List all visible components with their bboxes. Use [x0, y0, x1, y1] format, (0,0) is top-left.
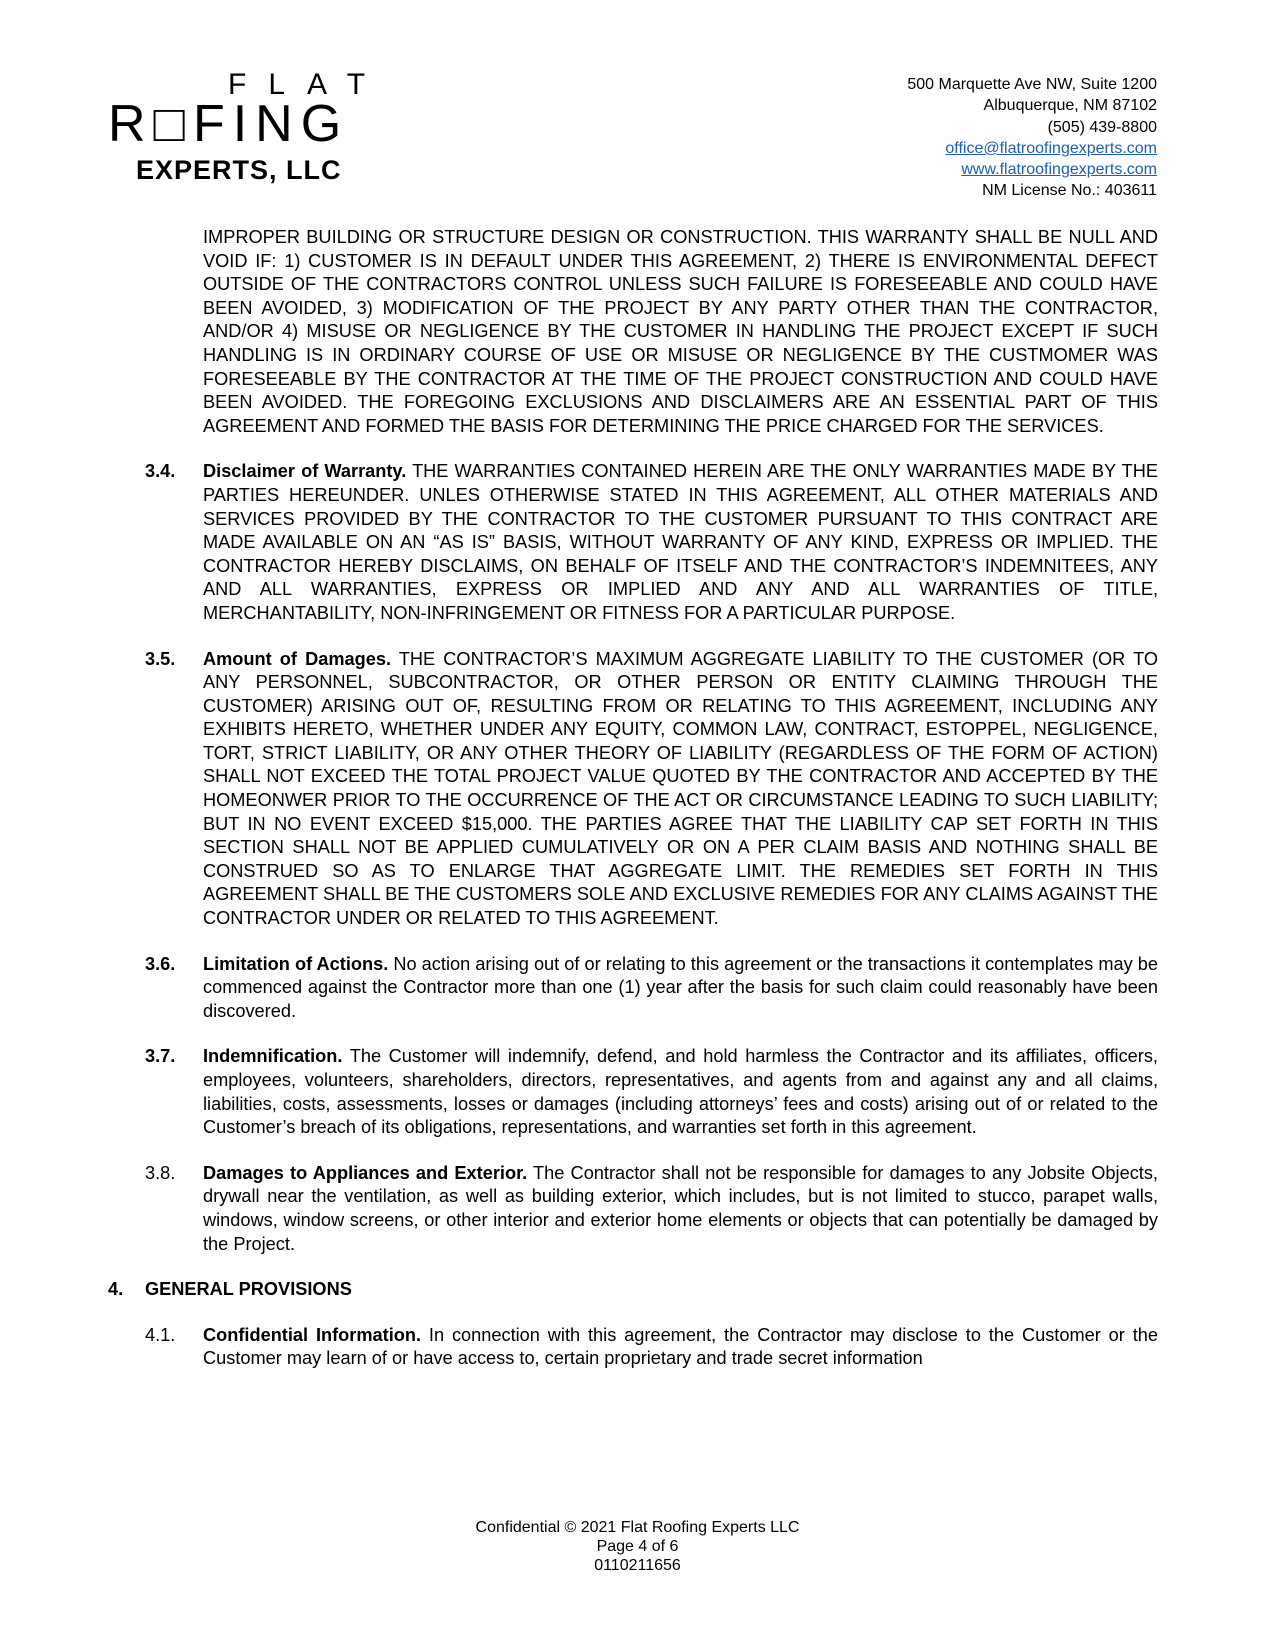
logo-flat-text: FLAT	[228, 68, 388, 101]
address-city: Albuquerque, NM 87102	[983, 97, 1157, 115]
company-address-block	[907, 74, 1157, 202]
logo-roofing-text: R□FING	[108, 95, 350, 153]
section-text: The Contractor shall not be responsible for damages to any Jobsite Objects, drywall near the ventilation, as well as building exterior, which includes, but is not limited to stucco, parapet walls, windows, window screens, or other interior and exterior home elements or objects that can potentially be damaged by the Project.	[203, 1162, 1158, 1254]
section-text: In connection with this agreement, the Contractor may disclose to the Customer or the Customer may learn of or have access to, certain proprietary and trade secret information	[203, 1324, 1158, 1369]
section-3-8	[108, 1162, 1158, 1256]
continued-paragraph: IMPROPER BUILDING OR STRUCTURE DESIGN OR CONSTRUCTION. THIS WARRANTY SHALL BE NULL AND VOID IF: 1) CUSTOMER IS IN DEFAULT UNDER THIS AGREEMENT, 2) THERE IS ENVIRONMENTAL DEFECT OUTSIDE OF THE CONTRACTORS CONTROL UNLESS SUCH FAILURE IS FORESEEABLE AND COULD HAVE BEEN AVOIDED, 3) MODIFICATION OF THE PROJECT BY ANY PARTY OTHER THAN THE CONTRACTOR, AND/OR 4) MISUSE OR NEGLIGENCE BY THE CUSTOMER IN HANDLING THE PROJECT EXCEPT IF SUCH HANDLING IS IN ORDINARY COURSE OF USE OR MISUSE OR NEGLIGENCE BY THE CUSTMOMER WAS FORESEEABLE BY THE CONTRACTOR AT THE TIME OF THE PROJECT CONSTRUCTION AND COULD HAVE BEEN AVOIDED. THE FOREGOING EXCLUSIONS AND DISCLAIMERS ARE AN ESSENTIAL PART OF THIS AGREEMENT AND FORMED THE BASIS FOR DETERMINING THE PRICE CHARGED FOR THE SERVICES.	[203, 227, 1158, 436]
section-4-1	[108, 1324, 1158, 1371]
footer-copyright: Confidential © 2021 Flat Roofing Experts LLC	[475, 1519, 800, 1536]
section-title: Limitation of Actions.	[203, 953, 389, 974]
section-number: 3.8.	[145, 1162, 176, 1183]
website-link[interactable]: www.flatroofingexperts.com	[961, 161, 1157, 179]
section-3-4	[108, 460, 1158, 625]
page-footer	[0, 1518, 1275, 1575]
email-link[interactable]: office@flatroofingexperts.com	[945, 139, 1157, 157]
footer-document-id: 0110211656	[594, 1557, 681, 1574]
section-3-5	[108, 648, 1158, 931]
section-3-6	[108, 953, 1158, 1024]
section-text: THE CONTRACTOR’S MAXIMUM AGGREGATE LIABILITY TO THE CUSTOMER (OR TO ANY PERSONNEL, SUBCONTRACTOR, OR OTHER PERSON OR ENTITY CLAIMING THROUGH THE CUSTOMER) ARISING OUT OF, RESULTING FROM OR RELATING TO THIS AGREEMENT, INCLUDING ANY EXHIBITS HERETO, WHETHER UNDER ANY EQUITY, COMMON LAW, CONTRACT, ESTOPPEL, NEGLIGENCE, TORT, STRICT LIABILITY, OR ANY OTHER THEORY OF LIABILITY (REGARDLESS OF THE FORM OF ACTION) SHALL NOT EXCEED THE TOTAL PROJECT VALUE QUOTED BY THE CONTRACTOR AND ACCEPTED BY THE HOMEONWER PRIOR TO THE OCCURRENCE OF THE ACT OR CIRCUMSTANCE LEADING TO SUCH LIABILITY; BUT IN NO EVENT EXCEED $15,000. THE PARTIES AGREE THAT THE LIABILITY CAP SET FORTH IN THIS SECTION SHALL NOT BE APPLIED CUMULATIVELY OR ON A PER CLAIM BASIS AND NOTHING SHALL BE CONSTRUED SO AS TO ENLARGE THAT AGGREGATE LIMIT. THE REMEDIES SET FORTH IN THIS AGREEMENT SHALL BE THE CUSTOMERS SOLE AND EXCLUSIVE REMEDIES FOR ANY CLAIMS AGAINST THE CONTRACTOR UNDER OR RELATED TO THIS AGREEMENT.	[203, 648, 1158, 929]
heading-number: 4.	[108, 1279, 124, 1300]
company-logo	[108, 70, 408, 185]
section-number: 3.7.	[145, 1046, 176, 1067]
section-text: THE WARRANTIES CONTAINED HEREIN ARE THE ONLY WARRANTIES MADE BY THE PARTIES HEREUNDER. UNLES OTHERWISE STATED IN THIS AGREEMENT, ALL OTHER MATERIALS AND SERVICES PROVIDED BY THE CONTRACTOR TO THE CUSTOMER PURSUANT TO THIS CONTRACT ARE MADE AVAILABLE ON AN “AS IS” BASIS, WITHOUT WARRANTY OF ANY KIND, EXPRESS OR IMPLIED. THE CONTRACTOR HEREBY DISCLAIMS, ON BEHALF OF ITSELF AND THE CONTRACTOR’S INDEMNITEES, ANY AND ALL WARRANTIES, EXPRESS OR IMPLIED AND ANY AND ALL WARRANTIES OF TITLE, MERCHANTABILITY, NON-INFRINGEMENT OR FITNESS FOR A PARTICULAR PURPOSE.	[203, 461, 1159, 623]
section-text: No action arising out of or relating to this agreement or the transactions it contemplates may be commenced against the Contractor more than one (1) year after the basis for such claim could reasonably have been discovered.	[203, 953, 1158, 1021]
logo-experts-text: EXPERTS, LLC	[136, 155, 342, 185]
address-street: 500 Marquette Ave NW, Suite 1200	[907, 76, 1157, 93]
address-phone: (505) 439-8800	[1047, 118, 1157, 136]
section-number: 3.4.	[145, 461, 176, 482]
heading-title: GENERAL PROVISIONS	[145, 1279, 352, 1300]
document-body	[108, 226, 1158, 1371]
license-number: NM License No.: 403611	[982, 182, 1157, 200]
section-3-7	[108, 1045, 1158, 1139]
section-text: The Customer will indemnify, defend, and hold harmless the Contractor and its affiliates, officers, employees, volunteers, shareholders, directors, representatives, and agents from and against any and all claims, liabilities, costs, assessments, losses or damages (including attorneys’ fees and costs) arising out of or related to the Customer’s breach of its obligations, representations, and warranties set forth in this agreement.	[203, 1046, 1158, 1138]
section-title: Confidential Information.	[203, 1324, 422, 1345]
section-title: Damages to Appliances and Exterior.	[203, 1162, 528, 1183]
footer-page-number: Page 4 of 6	[596, 1538, 679, 1555]
section-title: Amount of Damages.	[203, 648, 392, 669]
section-title: Disclaimer of Warranty.	[203, 461, 407, 482]
section-title: Indemnification.	[203, 1046, 343, 1067]
section-number: 3.6.	[145, 953, 176, 974]
section-number: 3.5.	[145, 648, 176, 669]
section-heading-4	[108, 1278, 1158, 1302]
section-number: 4.1.	[145, 1324, 176, 1345]
